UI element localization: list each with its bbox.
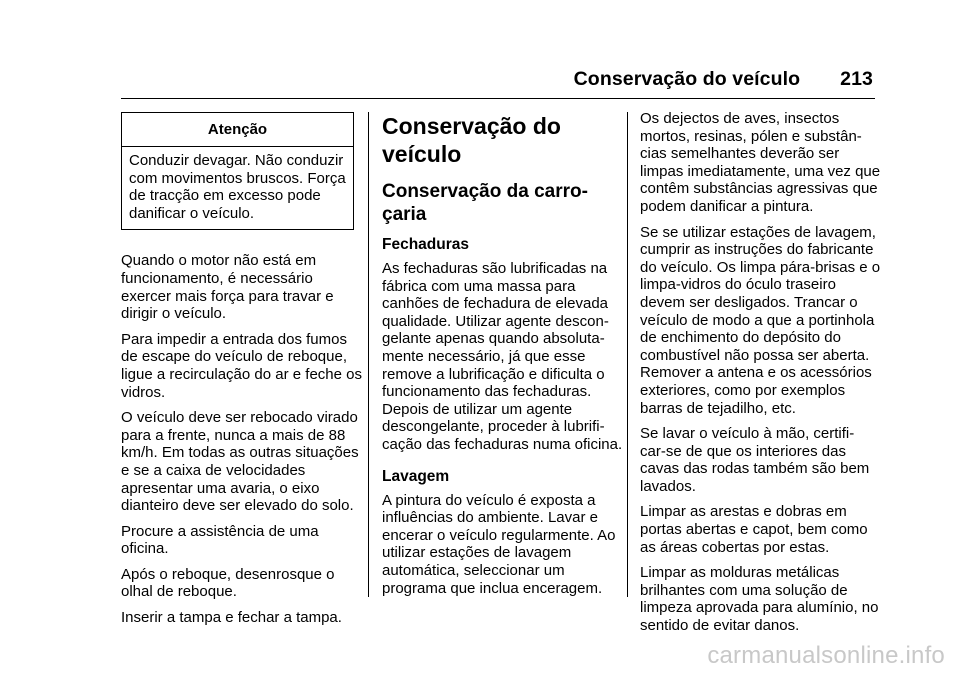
paragraph	[121, 330, 362, 401]
text-line: exteriores, como por exemplos	[640, 381, 846, 399]
text-line: do veículo. Os limpa pára-brisas e o	[640, 258, 881, 276]
text-line: Para impedir a entrada dos fumos	[121, 330, 347, 348]
header-rule	[121, 98, 875, 99]
text-line: car-se de que os interiores das	[640, 442, 846, 460]
text-line: exercer mais força para travar e	[121, 287, 334, 305]
subsection-heading-fechaduras: Fechaduras	[382, 236, 470, 253]
paragraph	[640, 503, 876, 556]
text-line: e se a caixa de velocidades	[121, 461, 306, 479]
text-line: funcionamento das fechaduras.	[382, 383, 592, 401]
text-line: fábrica com uma massa para	[382, 277, 576, 295]
text-line: sentido de evitar danos.	[640, 617, 800, 635]
heading-line: veículo	[382, 141, 462, 167]
subsection-heading-lavagem: Lavagem	[382, 467, 450, 485]
text-line: barras de tejadilho, etc.	[640, 399, 796, 417]
paragraph	[121, 523, 354, 558]
paragraph	[121, 409, 359, 515]
text-line: dirigir o veículo.	[121, 305, 227, 323]
text-line: Remover a antena e os acessórios	[640, 364, 872, 382]
page-header	[574, 68, 873, 91]
paragraph	[640, 425, 876, 495]
text-line: mente necessário, já que esse	[382, 347, 586, 365]
text-line: apresentar uma avaria, o eixo	[121, 479, 320, 497]
text-line: brilhantes com uma solução de	[640, 581, 848, 599]
text-line: contêm substâncias agressivas que	[640, 180, 878, 198]
text-line: A pintura do veículo é exposta a	[382, 491, 596, 509]
text-line: utilizar estações de lavagem	[382, 544, 572, 562]
text-line: com movimentos bruscos. Força	[129, 169, 346, 187]
paragraph	[121, 566, 354, 601]
section-heading	[382, 180, 614, 226]
column-middle	[382, 112, 623, 605]
text-line: olhal de reboque.	[121, 583, 237, 601]
text-line: limpas imediatamente, uma vez que	[640, 162, 881, 180]
text-line: canhões de fechadura de elevada	[382, 295, 609, 313]
text-line: As fechaduras são lubrificadas na	[382, 260, 608, 277]
text-line: para a frente, nunca a mais de 88	[121, 426, 346, 444]
text-line: de tracção em excesso pode	[129, 187, 321, 205]
warning-title: Atenção	[122, 113, 353, 147]
text-line: influências do ambiente. Lavar e	[382, 509, 598, 527]
text-line: limpeza aprovada para alumínio, no	[640, 599, 879, 617]
paragraph	[121, 609, 354, 627]
text-line: Inserir a tampa e fechar a tampa.	[121, 609, 342, 627]
text-line: de escape do veículo de reboque,	[121, 348, 348, 366]
paragraph	[640, 223, 881, 418]
text-line: Após o reboque, desenrosque o	[121, 565, 335, 583]
text-line: Depois de utilizar um agente	[382, 400, 573, 418]
text-line: cumprir as instruções do fabricante	[640, 241, 874, 259]
text-line: vidros.	[121, 383, 166, 401]
text-line: Limpar as molduras metálicas	[640, 564, 840, 582]
text-line: remove a lubrificação e dificulta o	[382, 365, 605, 383]
section-title: Conservação do veículo	[573, 68, 801, 90]
text-line: Os dejectos de aves, insectos	[640, 110, 840, 127]
text-line: oficina.	[121, 540, 169, 558]
text-line: mortos, resinas, pólen e substân-	[640, 127, 862, 145]
text-line: podem danificar a pintura.	[640, 197, 814, 215]
paragraph	[382, 260, 623, 454]
text-line: veículo de modo a que a portinhola	[640, 311, 875, 329]
text-line: programa que inclua enceragem.	[382, 579, 603, 597]
text-line: qualidade. Utilizar agente descon-	[382, 312, 609, 330]
text-line: limpa-vidros do óculo traseiro	[640, 276, 836, 294]
column-divider	[368, 112, 369, 597]
column-right	[640, 110, 881, 643]
text-line: combustível não possa ser aberta.	[640, 346, 870, 364]
text-line: cias semelhantes deverão ser	[640, 145, 840, 163]
text-line: de enchimento do depósito do	[640, 329, 841, 347]
text-line: funcionamento, é necessário	[121, 269, 313, 287]
heading-line: Conservação do	[382, 113, 561, 139]
text-line: Se se utilizar estações de lavagem,	[640, 223, 876, 241]
watermark: carmanualsonline.info	[707, 642, 945, 669]
warning-box	[121, 112, 354, 230]
text-line: Limpar as arestas e dobras em	[640, 503, 847, 521]
text-line: gelante apenas quando absoluta-	[382, 330, 605, 348]
text-line: descongelante, proceder à lubrifi-	[382, 418, 605, 436]
text-line: cavas das rodas também são bem	[640, 460, 870, 478]
text-line: cação das fechaduras numa oficina.	[382, 435, 623, 453]
text-line: devem ser desligados. Trancar o	[640, 293, 858, 311]
paragraph	[121, 252, 354, 322]
text-line: Quando o motor não está em	[121, 252, 317, 270]
text-line: danificar o veículo.	[129, 204, 255, 222]
text-line: km/h. Em todas as outras situações	[121, 444, 359, 462]
text-line: dianteiro deve ser elevado do solo.	[121, 497, 354, 515]
warning-text	[122, 147, 353, 229]
paragraph	[382, 492, 614, 598]
heading-line: çaria	[382, 204, 427, 225]
text-line: Se lavar o veículo à mão, certifi-	[640, 425, 855, 443]
column-left	[121, 112, 362, 635]
paragraph	[640, 564, 879, 635]
text-line: portas abertas e capot, bem como	[640, 521, 868, 539]
text-line: encerar o veículo regularmente. Ao	[382, 526, 616, 544]
text-line: O veículo deve ser rebocado virado	[121, 409, 358, 427]
text-line: lavados.	[640, 477, 696, 495]
text-line: ligue a recirculação do ar e feche os	[121, 365, 362, 383]
text-line: automática, seleccionar um	[382, 561, 565, 579]
text-line: Procure a assistência de uma	[121, 522, 319, 540]
page-number: 213	[840, 68, 873, 90]
heading-line: Conservação da carro-	[382, 181, 588, 202]
column-divider	[627, 112, 628, 597]
paragraph	[640, 110, 881, 216]
chapter-heading	[382, 112, 614, 168]
text-line: as áreas cobertas por estas.	[640, 538, 830, 556]
text-line: Conduzir devagar. Não conduzir	[129, 152, 344, 169]
